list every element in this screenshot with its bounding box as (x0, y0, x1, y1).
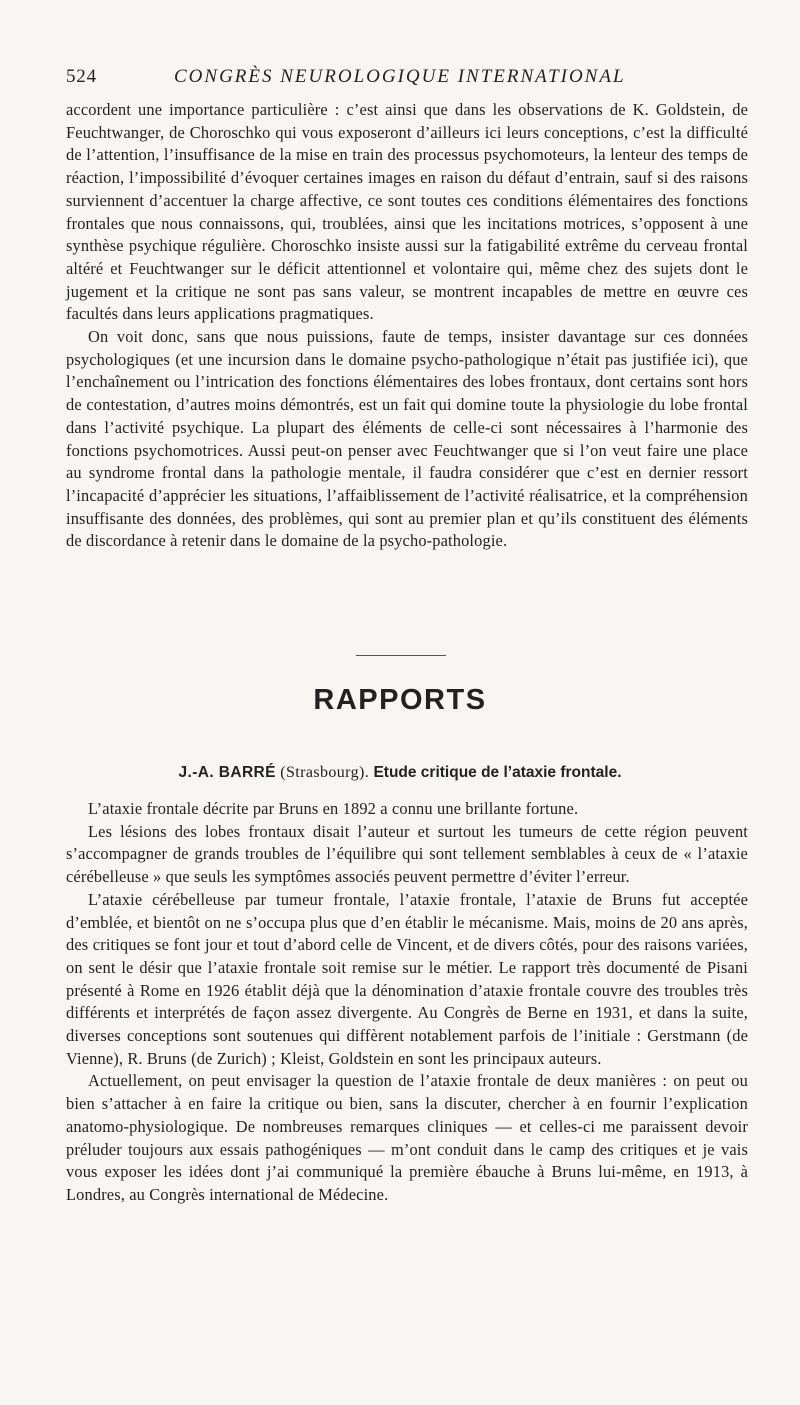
report-text (66, 798, 748, 1207)
running-title: CONGRÈS NEUROLOGIQUE INTERNATIONAL (174, 66, 626, 87)
section-heading: RAPPORTS (313, 684, 487, 716)
report-title (0, 764, 800, 782)
report-subject: Etude critique de l’ataxie frontale. (373, 764, 622, 781)
report-paragraph-3: L’ataxie cérébelleuse par tumeur frontale, l’ataxie frontale, l’ataxie de Bruns fut acceptée d’emblée, et bientôt on ne s’occupa plus que d’en établir le mécanisme. Mais, moins de 20 ans après, des critiques se font jour et tout d’abord celle de Vincent, et de divers côtés, pour des raisons variées, on sent le désir que l’ataxie frontale soit remise sur le métier. Le rapport très documenté de Pisani présenté à Rome en 1926 établit déjà que la dénomination d’ataxie frontale couvre des troubles très différents et interprétés de façon assez divergente. Au Congrès de Berne en 1931, et dans la suite, diverses conceptions sont soutenues qui diffèrent notablement parfois de l’initiale : Gerstmann (de Vienne), R. Bruns (de Zurich) ; Kleist, Goldstein en sont les principaux auteurs. (66, 889, 748, 1068)
intro-paragraph-1: accordent une importance particulière : c’est ainsi que dans les observations de K. Goldstein, de Feuchtwanger, de Choroschko qui vous exposeront d’ailleurs ici leurs conceptions, c’est la difficulté de l’attention, l’insuffisance de la mise en train des processus psychomoteurs, la lenteur des temps de réaction, l’impossibilité d’évoquer certaines images en raison du défaut d’entrain, sauf si des raisons surviennent d’accentuer la charge affective, ce sont toutes ces conditions élémentaires des fonctions frontales que nous connaissons, qui, troublées, ainsi que les incitations motrices, s’opposent à une synthèse psychique régulière. Choroschko insiste aussi sur la fatigabilité extrême du cerveau frontal altéré et Feuchtwanger sur le déficit attentionnel et volontaire qui, même chez des sujets dont le jugement et la critique ne sont pas sans valeur, se montrent incapables de mettre en œuvre ces facultés dans leurs applications pragmatiques. (66, 100, 748, 324)
section-divider (356, 655, 446, 656)
report-paragraph-1: L’ataxie frontale décrite par Bruns en 1892 a connu une brillante fortune. (88, 799, 579, 818)
running-head (66, 66, 746, 92)
page-number: 524 (66, 66, 97, 87)
intro-paragraph-2: On voit donc, sans que nous puissions, faute de temps, insister davantage sur ces données psychologiques (et une incursion dans le domaine psycho-pathologique n’était pas justifiée ici), que l’enchaînement ou l’intrication des fonctions élémentaires des lobes frontaux, dont certains sont hors de contestation, d’autres moins démontrés, est un fait qui domine toute la physiologie du lobe frontal dans l’activité psychique. La plupart des éléments de celle-ci sont nécessaires à l’harmonie des fonctions psychomotrices. Aussi peut-on penser avec Feuchtwanger que si l’on veut faire une place au syndrome frontal dans la pathologie mentale, il faudra considérer que c’est en dernier ressort l’incapacité d’apprécier les situations, l’affaiblissement de l’activité réalisatrice, et la compréhension insuffisante des données, des problèmes, qui sont au premier plan et qu’ils constituent des éléments de discordance à retenir dans le domaine de la psycho-pathologie. (66, 327, 748, 551)
intro-text (66, 99, 748, 553)
report-paragraph-2: Les lésions des lobes frontaux disait l’auteur et surtout les tumeurs de cette région peuvent s’accompagner de grands troubles de l’équilibre qui sont tellement semblables à ceux de « l’ataxie cérébelleuse » que seuls les symptômes associés peuvent permettre d’éviter l’erreur. (66, 821, 748, 887)
report-paragraph-4: Actuellement, on peut envisager la question de l’ataxie frontale de deux manières : on peut ou bien s’attacher à en faire la critique ou bien, sans la discuter, chercher à en fournir l’explication anatomo-physiologique. De nombreuses remarques cliniques — et celles-ci me paraissent devoir préluder toujours aux essais pathogéniques — m’ont conduit dans le camp des critiques et je vais vous exposer les idées dont j’ai communiqué la première ébauche à Bruns lui-même, en 1913, à Londres, au Congrès international de Médecine. (66, 1071, 748, 1204)
report-place: (Strasbourg). (280, 764, 370, 781)
report-author: J.-A. BARRÉ (178, 764, 276, 781)
